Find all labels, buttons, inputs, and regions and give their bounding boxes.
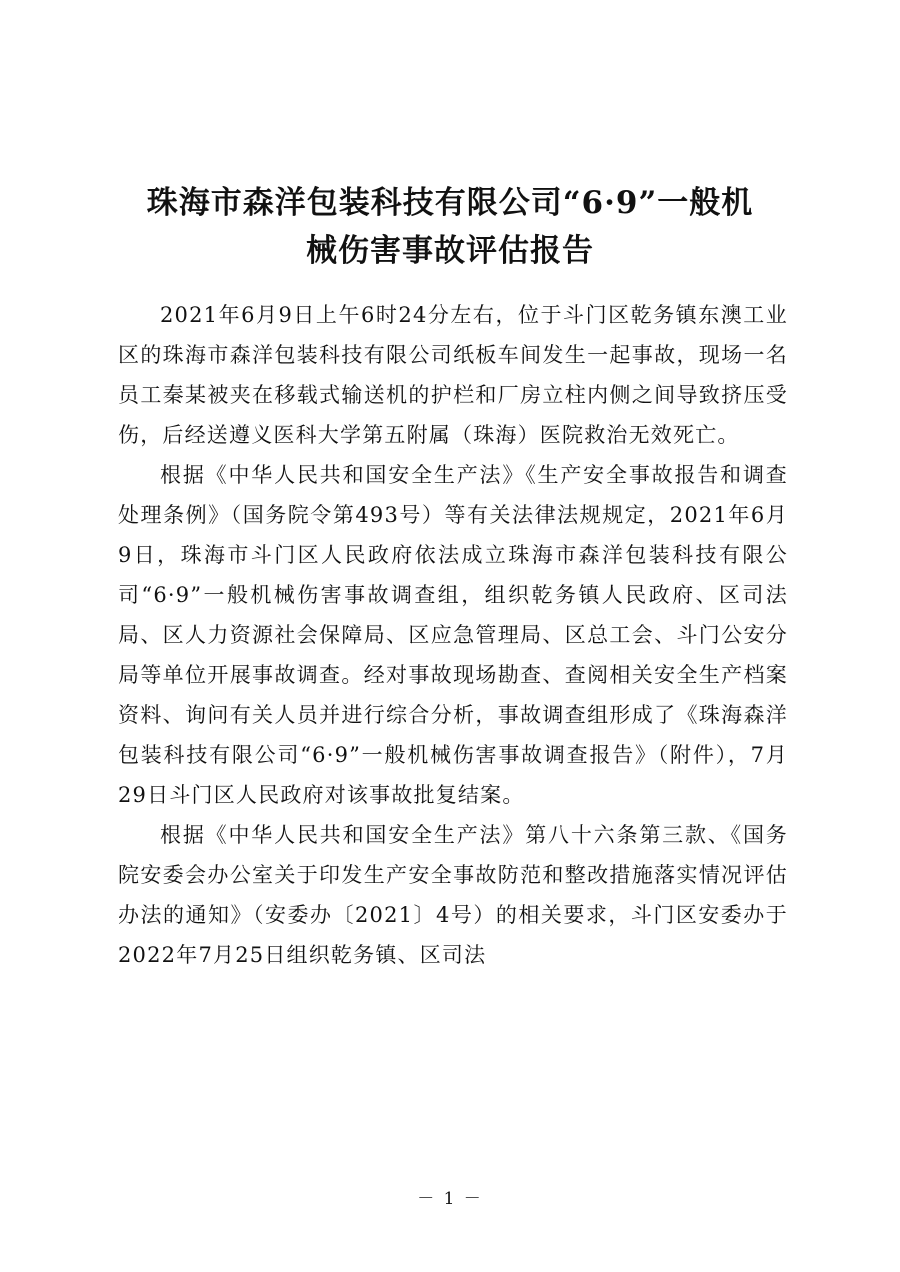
title-line-1: 珠海市森洋包装科技有限公司“6·9”一般机 <box>146 184 754 221</box>
title-line-2: 械伤害事故评估报告 <box>306 232 594 269</box>
paragraph-incident-summary: 2021年6月9日上午6时24分左右，位于斗门区乾务镇东澳工业区的珠海市森洋包装科技有限公司纸板车间发生一起事故，现场一名员工秦某被夹在移载式输送机的护栏和厂房立柱内侧之间导致挤压受伤，后经送遵义医科大学第五附属（珠海）医院救治无效死亡。 <box>118 303 788 447</box>
page-number: － 1 － <box>417 1189 483 1209</box>
paragraph-evaluation-requirements: 根据《中华人民共和国安全生产法》第八十六条第三款、《国务院安委会办公室关于印发生产安全事故防范和整改措施落实情况评估办法的通知》（安委办〔2021〕4号）的相关要求，斗门区安委办于2022年7月25日组织乾务镇、区司法 <box>118 823 788 967</box>
document-title <box>100 179 800 275</box>
document-body <box>118 295 788 975</box>
paragraph-investigation-basis: 根据《中华人民共和国安全生产法》《生产安全事故报告和调查处理条例》（国务院令第493号）等有关法律法规规定，2021年6月9日，珠海市斗门区人民政府依法成立珠海市森洋包装科技有限公司“6·9”一般机械伤害事故调查组，组织乾务镇人民政府、区司法局、区人力资源社会保障局、区应急管理局、区总工会、斗门公安分局等单位开展事故调查。经对事故现场勘查、查阅相关安全生产档案资料、询问有关人员并进行综合分析，事故调查组形成了《珠海森洋包装科技有限公司“6·9”一般机械伤害事故调查报告》（附件），7月29日斗门区人民政府对该事故批复结案。 <box>118 463 788 807</box>
